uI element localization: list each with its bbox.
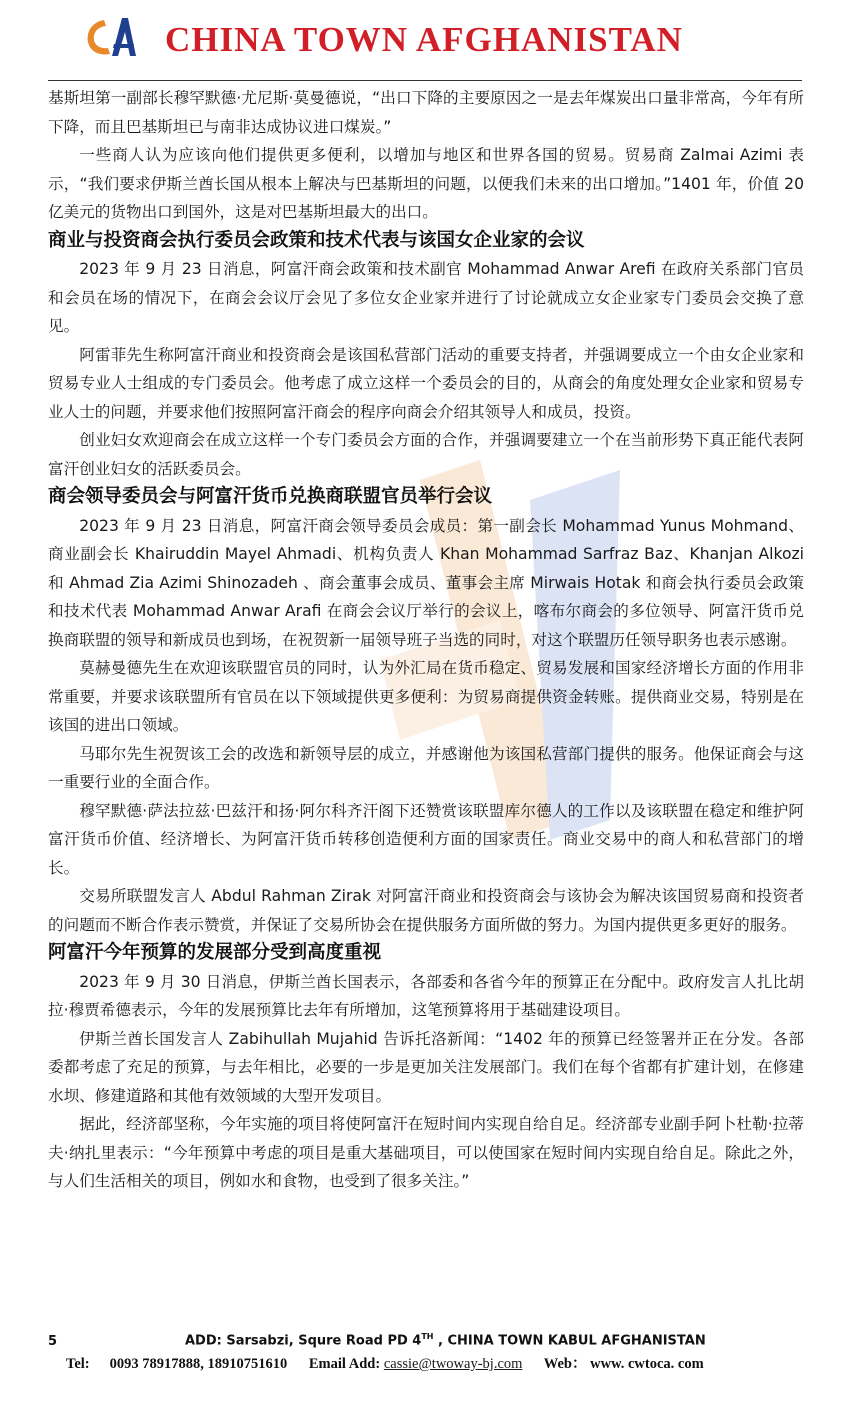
paragraph: 2023 年 9 月 30 日消息，伊斯兰酋长国表示，各部委和各省今年的预算正在分配中。政府发言人扎比胡拉·穆贾希德表示，今年的发展预算比去年有所增加，这笔预算将用于基础建设项目。 [48,972,804,1019]
paragraph: 马耶尔先生祝贺该工会的改选和新领导层的成立，并感谢他为该国私营部门提供的服务。他保证商会与这一重要行业的全面合作。 [48,744,804,791]
address-text: ADD: Sarsabzi, Squre Road PD 4 [185,1333,422,1349]
address-city: , CHINA TOWN KABUL AFGHANISTAN [433,1333,706,1349]
footer-contact [66,1352,704,1373]
web-label: Web： [543,1356,587,1372]
email-link[interactable]: cassie@twoway-bj.com [383,1356,523,1372]
paragraph: 交易所联盟发言人 Abdul Rahman Zirak 对阿富汗商业和投资商会与该协会为解决该国贸易商和投资者的问题而不断合作表示赞赏，并保证了交易所协会在提供服务方面所做的努力。为国内提供更多更好的服务。 [48,887,804,934]
section-heading: 商会领导委员会与阿富汗货币兑换商联盟官员举行会议 [48,486,493,507]
page-number: 5 [48,1334,58,1349]
section-heading: 阿富汗今年预算的发展部分受到高度重视 [48,942,382,963]
china-town-logo-icon [84,14,140,60]
brand-title: CHINA TOWN AFGHANISTAN [165,20,683,59]
paragraph: 2023 年 9 月 23 日消息，阿富汗商会领导委员会成员：第一副会长 Mohammad Yunus Mohmand、商业副会长 Khairuddin Mayel Ahmadi、机构负责人 Khan Mohammad Sarfraz Baz、Khanjan Alkozi 和 Ahmad Zia Azimi Shinozadeh 、商会董事会成员、董事会主席 Mirwais Hotak 和商会执行委员会政策和技术代表 Mohammad Anwar Arafi 在商会会议厅举行的会议上，喀布尔商会的多位领导、阿富汗货币兑换商联盟的领导和新成员也到场，在祝贺新一届领导班子当选的同时，对这个联盟历任领导职务也表示感谢。 [48,516,804,649]
paragraph: 基斯坦第一副部长穆罕默德·尤尼斯·莫曼德说，“出口下降的主要原因之一是去年煤炭出口量非常高，今年有所下降，而且巴基斯坦已与南非达成协议进口煤炭。” [48,89,804,136]
paragraph: 创业妇女欢迎商会在成立这样一个专门委员会方面的合作，并强调要建立一个在当前形势下真正能代表阿富汗创业妇女的活跃委员会。 [48,431,804,478]
paragraph: 阿雷菲先生称阿富汗商业和投资商会是该国私营部门活动的重要支持者，并强调要成立一个由女企业家和贸易专业人士组成的专门委员会。他考虑了成立这样一个委员会的目的，从商会的角度处理女企业家和贸易专业人士的问题，并要求他们按照阿富汗商会的程序向商会介绍其领导人和成员，投资。 [48,345,804,421]
web-value: www. cwtoca. com [590,1356,704,1372]
article-body [48,84,804,1196]
paragraph: 据此，经济部坚称，今年实施的项目将使阿富汗在短时间内实现自给自足。经济部专业副手阿卜杜勒·拉蒂夫·纳扎里表示：“今年预算中考虑的项目是重大基础项目，可以使国家在短时间内实现自给自足。除此之外，与人们生活相关的项目，例如水和食物，也受到了很多关注。” [48,1115,804,1190]
page-header [0,0,864,82]
paragraph: 穆罕默德·萨法拉兹·巴兹汗和扬·阿尔科齐汗阁下还赞赏该联盟库尔德人的工作以及该联盟在稳定和维护阿富汗货币价值、经济增长、为阿富汗货币转移创造便利方面的国家责任。商业交易中的商人和私营部门的增长。 [48,801,804,877]
header-divider [48,80,802,81]
tel-label: Tel: [66,1356,90,1372]
paragraph: 2023 年 9 月 23 日消息，阿富汗商会政策和技术副官 Mohammad Anwar Arefi 在政府关系部门官员和会员在场的情况下，在商会会议厅会见了多位女企业家并进行了讨论就成立女企业家专门委员会交换了意见。 [48,260,804,335]
tel-value: 0093 78917888, 18910751610 [109,1356,288,1372]
email-label: Email Add: [308,1356,381,1372]
section-heading: 商业与投资商会执行委员会政策和技术代表与该国女企业家的会议 [48,229,585,251]
address-superscript: TH [421,1332,434,1341]
paragraph: 伊斯兰酋长国发言人 Zabihullah Mujahid 告诉托洛新闻：“1402 年的预算已经签署并正在分发。各部委都考虑了充足的预算，与去年相比，必要的一步是更加关注发展部门。我们在每个省都有扩建计划，在修建水坝、修建道路和其他有效领域的大型开发项目。 [48,1029,804,1105]
paragraph: 一些商人认为应该向他们提供更多便利，以增加与地区和世界各国的贸易。贸易商 Zalmai Azimi 表示，“我们要求伊斯兰酋长国从根本上解决与巴基斯坦的问题，以便我们未来的出口增加。”1401 年，价值 20 亿美元的货物出口到国外，这是对巴基斯坦最大的出口。 [48,146,804,221]
footer-address [185,1332,706,1348]
paragraph: 莫赫曼德先生在欢迎该联盟官员的同时，认为外汇局在货币稳定、贸易发展和国家经济增长方面的作用非常重要，并要求该联盟所有官员在以下领域提供更多便利：为贸易商提供资金转账。提供商业交易，特别是在该国的进出口领域。 [48,659,804,734]
